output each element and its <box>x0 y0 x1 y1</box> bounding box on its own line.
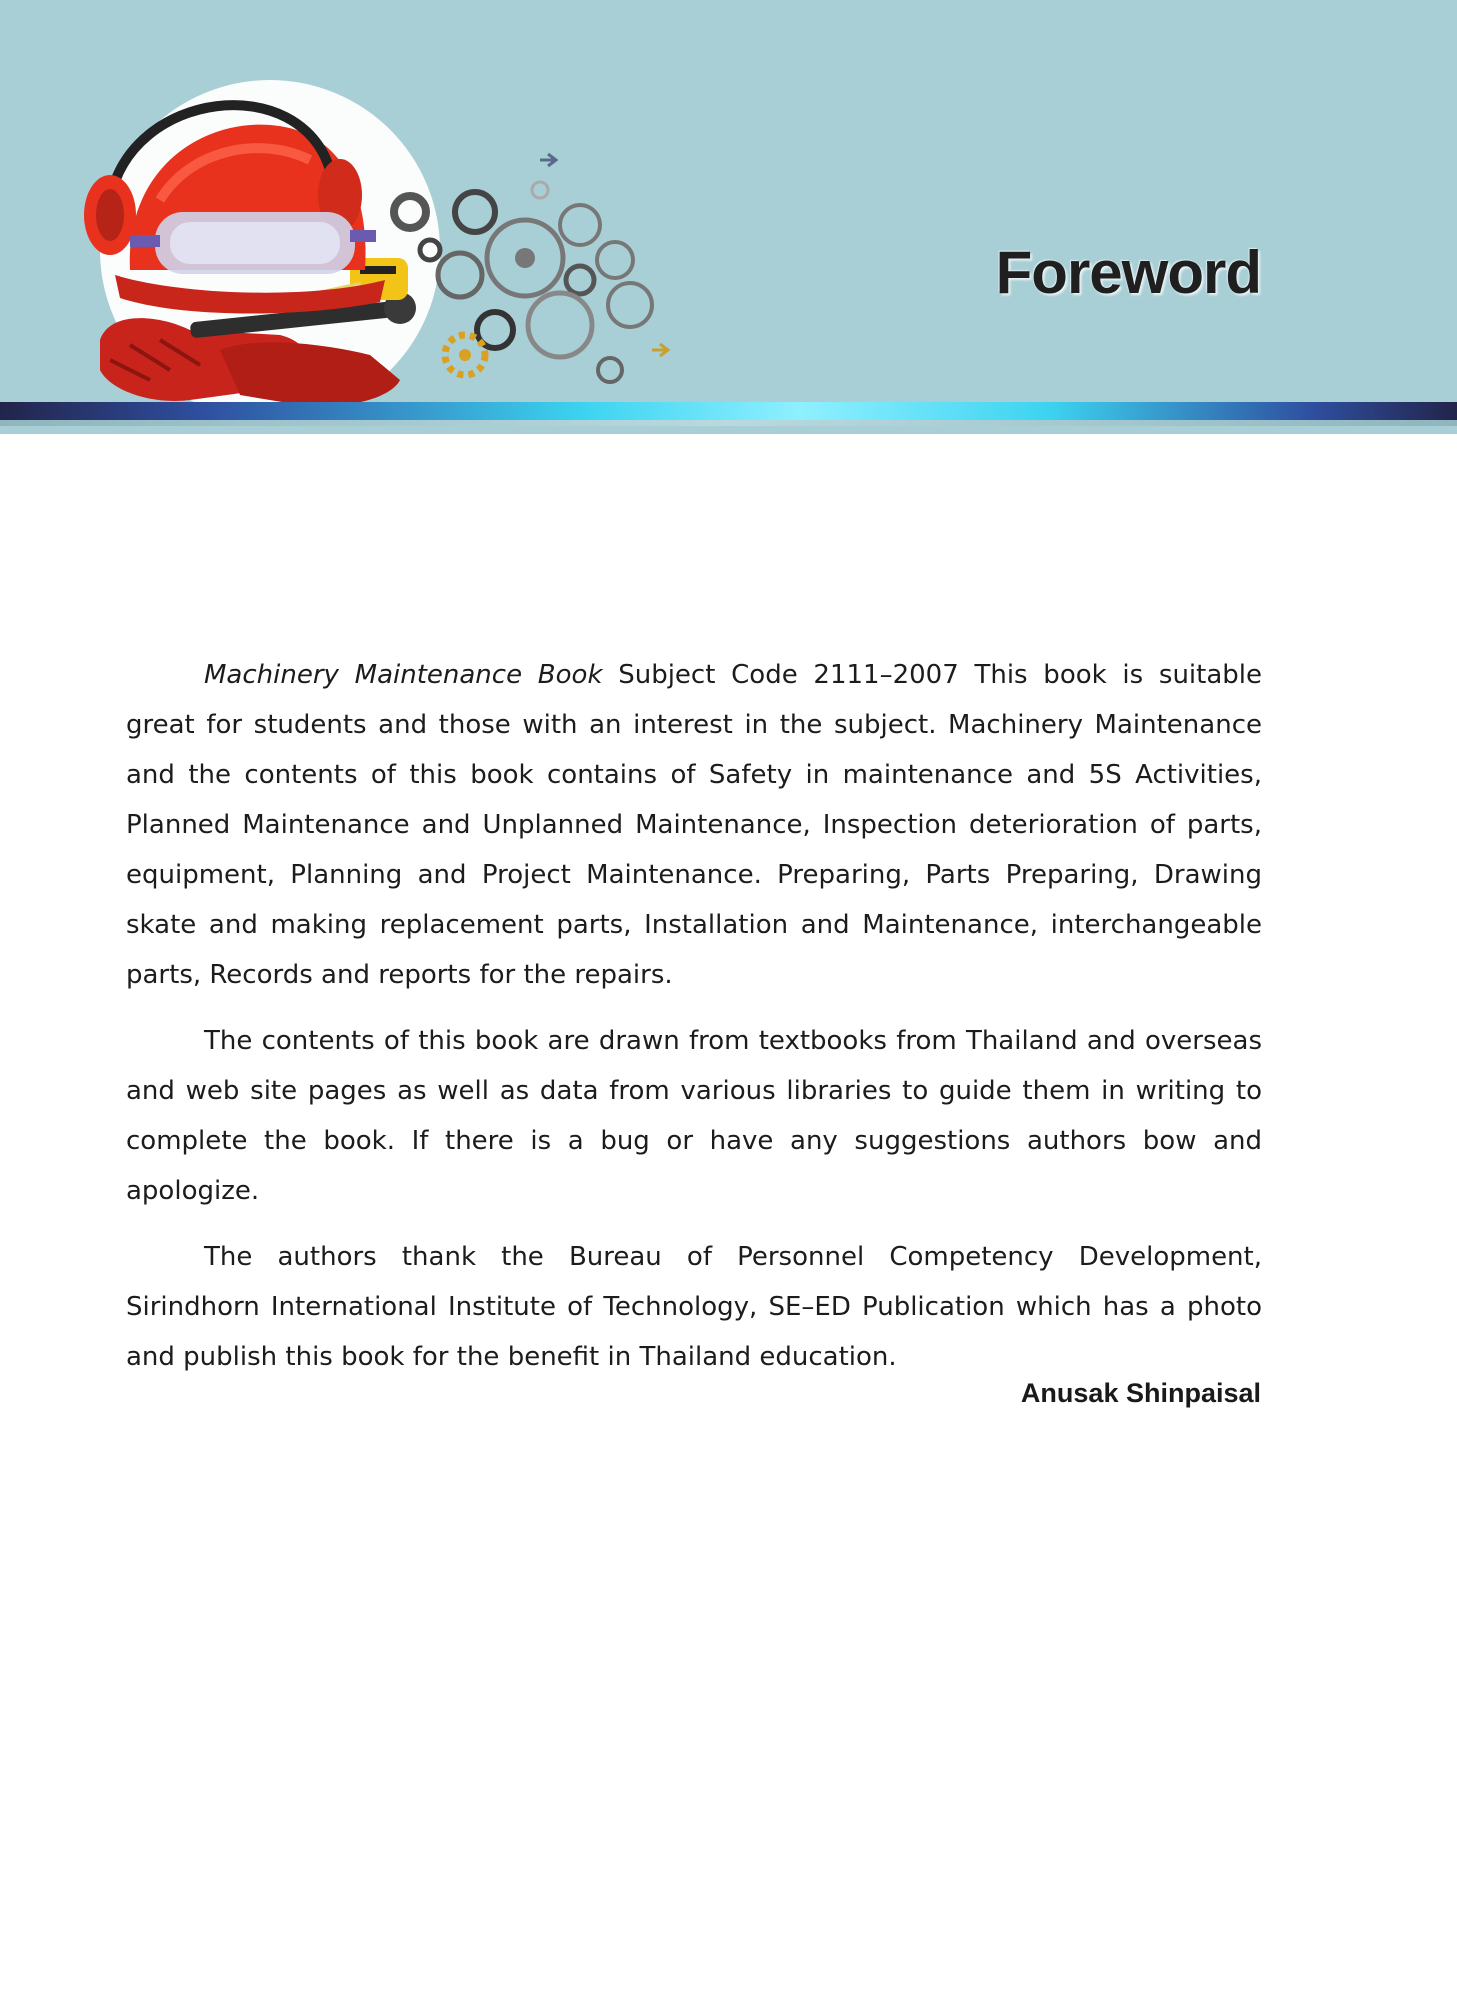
arrow-decoration-icon <box>652 344 668 356</box>
foreword-body <box>126 650 1262 1398</box>
paragraph-1-text: Subject Code 2111–2007 This book is suitable great for students and those with an interest in the subject. Machinery Maintenance and the contents of this book contains of Safety in maintenance and 5S Activities, Planned Maintenance and Unplanned Maintenance, Inspection deterioration of parts, equipment, Planning and Project Maintenance. Preparing, Parts Preparing, Drawing skate and making replacement parts, Installation and Maintenance, interchangeable parts, Records and reports for the repairs. <box>126 660 1262 990</box>
page-title: Foreword <box>995 239 1261 306</box>
paragraph-3: The authors thank the Bureau of Personnel Competency Development, Sirindhorn International Institute of Technology, SE–ED Publication which has a photo and publish this book for the benefit in Thailand education. <box>126 1242 1262 1372</box>
safety-equipment-illustration <box>70 80 710 430</box>
paragraph-1 <box>126 650 1262 1000</box>
author-signature: Anusak Shinpaisal <box>1020 1378 1261 1408</box>
header-banner <box>0 0 1457 434</box>
banner-divider <box>0 402 1457 420</box>
book-title: Machinery Maintenance Book <box>204 660 603 690</box>
paragraph-2: The contents of this book are drawn from textbooks from Thailand and overseas and web site pages as well as data from various libraries to guide them in writing to complete the book. If there is a bug or have any suggestions authors bow and apologize. <box>126 1026 1262 1206</box>
safety-goggles-icon <box>130 212 376 274</box>
banner-divider-shadow <box>0 420 1457 426</box>
